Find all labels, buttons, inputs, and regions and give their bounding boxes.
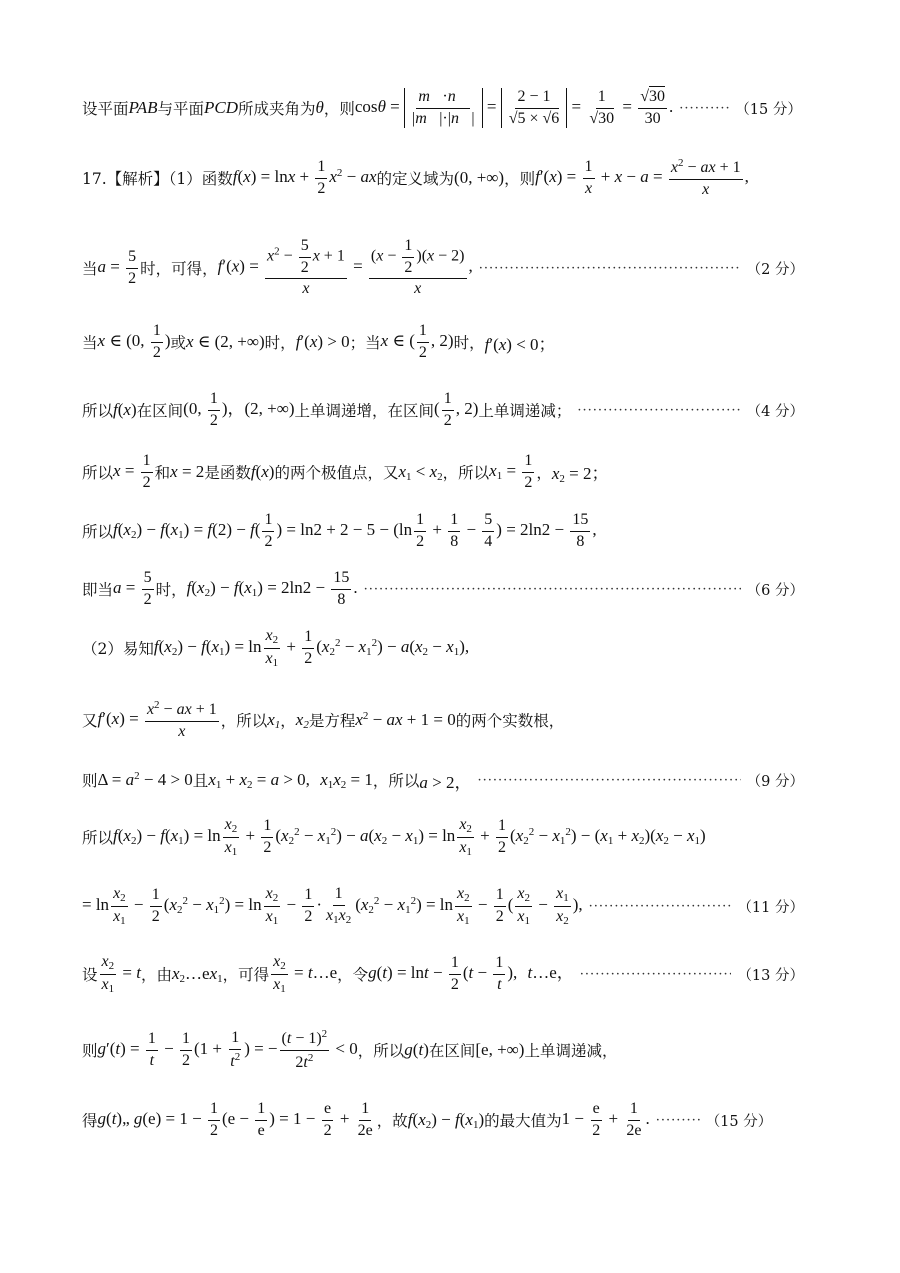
- math-interval: [e, +∞): [475, 1040, 525, 1059]
- text: ，所以: [372, 772, 420, 790]
- math-vieta: $x_1 + x_2 = a > 0$, $x_1x_2 = 1$: [208, 769, 373, 791]
- text: 得: [82, 1112, 98, 1130]
- math-x-2: x = 2: [170, 462, 205, 481]
- math-g-prime: g′(t) = $\frac{1}{t}$ − $\frac{1}{2}$ (1 + $\frac{1}{t^2}$ ) = − $\frac{(t - 1)^2}{2t^2}$ < 0: [97, 1028, 358, 1071]
- text: ，可得: [222, 966, 270, 984]
- text: ，所以: [442, 464, 490, 482]
- text: 当: [82, 260, 98, 278]
- math-simplify: = ln $\frac{x_2}{x_1}$ − $\frac{1}{2}$ $(x_2^2 - x_1^2) = \ln$ $\frac{x_2}{x_1}$ − $\frac{1}{2}$ · $\frac{1}{x_1x_2}$ $(x_2^2 - x_1^2) = \ln$ $\frac{x_2}{x_1}$ − $\frac{1}{2}$ ( $\frac{x_2}{x_1}$ − $\frac{x_1}{x_2}$ ),: [82, 884, 583, 927]
- math-g-def: g(t) = lnt − $\frac{1}{2}$ (t − $\frac{1}{t}$ ), t…e，: [368, 954, 574, 993]
- line-diff-calc: [82, 506, 804, 556]
- leader-dots: [679, 101, 729, 116]
- text: 的定义域为: [376, 170, 455, 188]
- math-g-max: g(t)„ g(e) = 1 − $\frac{1}{2}$ (e − $\frac{1}{e}$ ) = 1 − $\frac{e}{2}$ + $\frac{1}{2e}$: [97, 1100, 373, 1139]
- text: 在区间: [428, 1042, 476, 1060]
- math-theta: θ: [315, 98, 324, 117]
- math-interval: ( $\frac{1}{2}$ , 2): [434, 390, 479, 429]
- math-a-value: a = $\frac{5}{2}$: [97, 248, 137, 287]
- math-a-gt-2: a > 2，: [419, 772, 472, 792]
- text: 17.【解析】（1）函数: [82, 170, 233, 188]
- text: ，令: [337, 966, 369, 984]
- leader-dots: [477, 773, 740, 788]
- math-equation: $x^2$ − ax + 1 = 0: [355, 710, 456, 729]
- leader-dots: [589, 899, 732, 914]
- leader-dots: [580, 967, 732, 982]
- text: ，故: [376, 1112, 408, 1130]
- math-x2-ge: $x_2\dots ex_1$: [171, 963, 223, 985]
- text: 当: [82, 334, 98, 352]
- score-label: （15 分）: [735, 101, 802, 118]
- line-a-5-2: [82, 232, 804, 304]
- line-final: [82, 1092, 804, 1148]
- text: 上单调递增，在区间: [294, 402, 435, 420]
- text: 设: [82, 966, 98, 984]
- text: 和: [154, 464, 171, 482]
- text: 时，: [264, 334, 296, 352]
- text: ；当: [349, 334, 381, 352]
- text: 上单调递减，: [524, 1042, 618, 1060]
- math-x1-lt-x2: $x_1 < x_2$: [398, 461, 443, 483]
- math-fx-def: f(x) = lnx + $\frac{1}{2}$ $x^2$ − ax: [232, 158, 377, 197]
- text: ，: [536, 464, 552, 482]
- text: 时，: [453, 334, 485, 352]
- math-fprime: f′(x) = $\frac{x^2 - ax + 1}{x}$: [97, 699, 217, 740]
- text: 的最大值为: [484, 1112, 562, 1130]
- text: 设平面: [82, 100, 129, 118]
- text: 是函数: [204, 464, 251, 482]
- text: 且: [192, 772, 209, 790]
- line-part2: [82, 624, 804, 672]
- text: 上单调递减；: [478, 402, 572, 420]
- math-fx: f(x): [113, 400, 137, 419]
- line-intervals: [82, 316, 804, 368]
- text: 所以: [82, 523, 114, 541]
- text: 又: [82, 712, 98, 730]
- line-conclusion-1: [82, 566, 804, 612]
- math-t-ge: $\frac{x_2}{x_1}$ = t…e: [273, 952, 338, 995]
- math-part2-expr: $f(x_2) - f(x_1) = \ln$ $\frac{x_2}{x_1}$ + $\frac{1}{2}$ $(x_2^2 - x_1^2) - a(x_2 - x_1)$,: [153, 626, 470, 669]
- line-simplify: [82, 878, 804, 934]
- math-diff-expr: $f(x_2) - f(x_1) = f(2) - f$( $\frac{1}{2}$ ) = ln2 + 2 − 5 − (ln $\frac{1}{2}$ + $\frac{1}{8}$ − $\frac{5}{4}$ ) = 2ln2 − $\frac{15}{8}$ ,: [113, 511, 597, 550]
- math-x2-value: $x_2 = 2$；: [551, 464, 609, 485]
- text: 则: [82, 772, 98, 790]
- math-pab: PAB: [128, 98, 158, 117]
- text: 所以: [82, 402, 114, 420]
- text: 的两个实数根，: [455, 712, 565, 730]
- text: ，由: [140, 966, 172, 984]
- math-max-value: 1 − $\frac{e}{2}$ + $\frac{1}{2e}$ .: [561, 1100, 650, 1139]
- leader-dots: [577, 403, 740, 418]
- line-discriminant: [82, 762, 804, 798]
- math-interval-1: x ∈ (0, $\frac{1}{2}$ ): [97, 322, 171, 361]
- score-label: （13 分）: [737, 967, 804, 984]
- math-diff: $f(x_2) - f(x_1)$: [407, 1109, 485, 1131]
- math-x2: $x_2$: [295, 709, 309, 731]
- line-substitute: [82, 812, 804, 862]
- math-fx: f(x): [250, 462, 275, 481]
- text: 是方程: [308, 712, 356, 730]
- score-label: （15 分）: [705, 1113, 773, 1130]
- text: ，: [280, 712, 296, 730]
- math-interval-2: x ∈ (2, +∞): [186, 332, 265, 351]
- text: 的两个极值点，又: [274, 464, 399, 482]
- text: 即当: [82, 581, 114, 599]
- math-fprime: f′(x) = $\frac{1}{x}$ + x − a = $\frac{x^2 - ax + 1}{x}$ ,: [535, 157, 749, 198]
- math-substitute: $f(x_2) - f(x_1) = \ln$ $\frac{x_2}{x_1}$ + $\frac{1}{2}$ $(x_2^2 - x_1^2) - a(x_2 - x_1) = \ln$ $\frac{x_2}{x_1}$ + $\frac{1}{2}$ $(x_2^2 - x_1^2) - (x_1 + x_2)(x_2 - x_1)$: [113, 815, 706, 858]
- leader-dots: [364, 582, 741, 597]
- text: 或: [170, 334, 186, 352]
- line-17-domain: [82, 150, 804, 206]
- math-result: $f(x_2) - f(x_1) = 2\ln 2$ − $\frac{15}{8}$ .: [186, 569, 358, 608]
- math-fprime-pos: f′(x) > 0: [295, 332, 350, 351]
- math-cos-formula: cosθ = $\frac{m⃗\cdot n⃗}{|m⃗|\cdot|n⃗|}$ = $\frac{2 - 1}{√5 \times √6}$ = $\frac{1}{√30}$ = $\frac{√30}{30}$ .: [354, 88, 674, 127]
- text: ，所以: [357, 1042, 405, 1060]
- text: ，则: [323, 100, 355, 118]
- line-monotonic: [82, 384, 804, 436]
- math-domain: (0, +∞): [454, 168, 505, 187]
- score-label: （6 分）: [746, 582, 804, 599]
- score-label: （2 分）: [746, 261, 804, 278]
- text: 在区间: [136, 402, 184, 420]
- math-x-half: x = $\frac{1}{2}$: [113, 452, 151, 491]
- text: 时，可得，: [140, 260, 218, 278]
- text: 则: [82, 1042, 98, 1060]
- text: 所以: [82, 464, 114, 482]
- text: 与平面: [157, 100, 204, 118]
- math-interval-3: x ∈ ( $\frac{1}{2}$ , 2): [380, 322, 454, 361]
- math-x1-value: $x_1$ = $\frac{1}{2}$: [489, 452, 533, 491]
- line-g-prime: [82, 1022, 804, 1078]
- score-label: （11 分）: [737, 899, 804, 916]
- text: 所以: [82, 829, 114, 847]
- math-pcd: PCD: [204, 98, 238, 117]
- text: 时，: [155, 581, 187, 599]
- line-roots: [82, 694, 804, 746]
- text: ，所以: [220, 712, 268, 730]
- math-fprime-neg: f′(x) < 0；: [484, 334, 556, 354]
- line-extrema: [82, 448, 804, 496]
- line-let-t: [82, 948, 804, 1000]
- text: 所成夹角为: [238, 100, 316, 118]
- math-x1: $x_1$: [267, 709, 281, 731]
- math-a-value: a = $\frac{5}{2}$: [113, 569, 152, 608]
- math-delta: $\Delta = a^2 - 4 > 0$: [97, 770, 193, 789]
- math-interval: (0, $\frac{1}{2}$ )，(2, +∞): [183, 390, 295, 429]
- math-fprime-factored: f′(x) = $x^2$ − $\frac{5}{2}$ x + 1 x = (x − $\frac{1}{2}$ )(x − 2) x ,: [217, 237, 473, 298]
- score-label: （4 分）: [746, 403, 804, 420]
- math-t-def: $\frac{x_2}{x_1}$ = t: [101, 952, 141, 995]
- leader-dots: [656, 1113, 700, 1128]
- score-label: （9 分）: [746, 773, 804, 790]
- math-gt: g(t): [404, 1040, 429, 1059]
- text: ，则: [504, 170, 536, 188]
- line-plane-angle: [82, 78, 804, 138]
- text: （2）易知: [82, 640, 154, 658]
- leader-dots: [479, 261, 741, 276]
